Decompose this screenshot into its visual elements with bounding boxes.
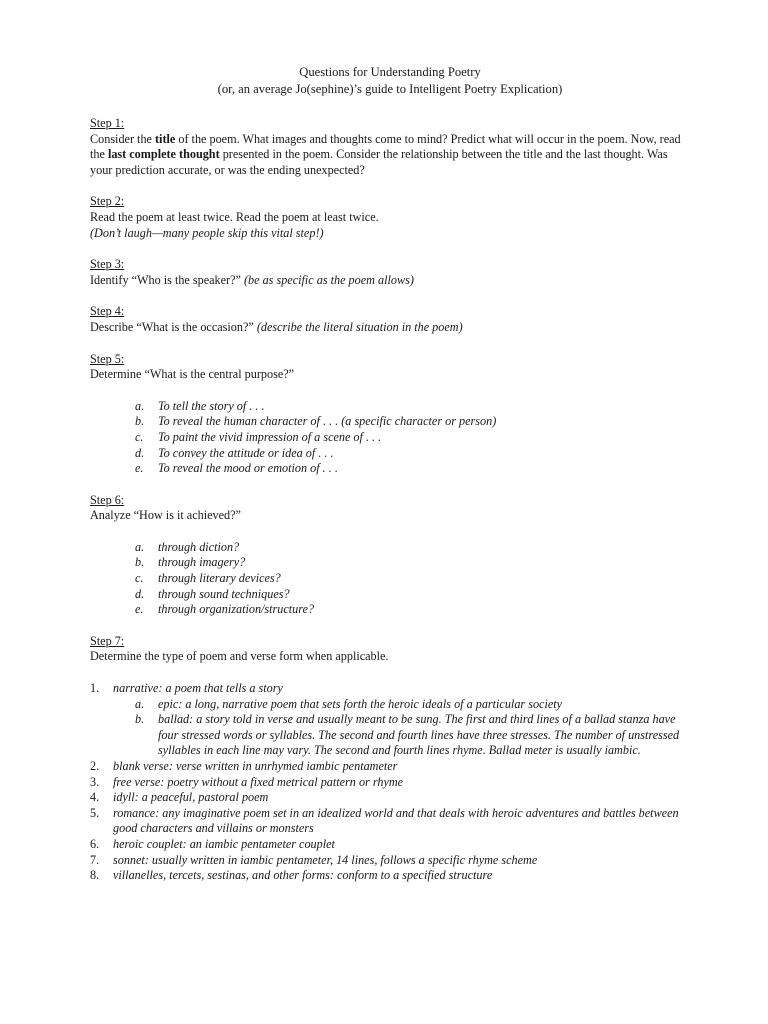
list-item	[90, 806, 690, 837]
list-item	[90, 837, 690, 853]
step-3-body	[90, 273, 690, 289]
step-4-body	[90, 320, 690, 336]
list-marker: 6.	[90, 836, 100, 851]
list-item-text: To convey the attitude or idea of . . .	[158, 445, 334, 460]
step-1-body	[90, 132, 690, 179]
step-3-heading: Step 3:	[90, 257, 125, 272]
step-6-text: Analyze “How is it achieved?”	[90, 508, 241, 523]
list-item-text: through sound techniques?	[158, 586, 290, 601]
step-1-bold-title: title	[155, 131, 176, 146]
achievement-list	[90, 540, 690, 618]
list-item-text: To tell the story of . . .	[158, 398, 265, 413]
list-marker: a.	[135, 539, 145, 554]
list-item-text: narrative: a poem that tells a story	[113, 681, 283, 696]
document-page	[90, 64, 690, 884]
step-1-bold-last-thought: last complete thought	[107, 147, 220, 162]
step-4-heading: Step 4:	[90, 304, 125, 319]
step-5	[90, 352, 690, 477]
list-marker: d.	[135, 445, 145, 460]
step-1-text-b: of the poem. What images and thoughts come to mind? Predict what will occur in the poem. Now, read the	[90, 131, 681, 162]
document-title	[90, 64, 690, 98]
list-item	[90, 681, 690, 759]
list-marker: b.	[135, 555, 145, 570]
step-1	[90, 116, 690, 178]
list-marker: 3.	[90, 774, 100, 789]
step-1-text-c: presented in the poem. Consider the relationship between the title and the last thought. Was your prediction accurate, or was the ending unexpected?	[90, 147, 668, 177]
list-item	[90, 571, 690, 587]
sub-list-item	[90, 712, 690, 759]
list-marker: 5.	[90, 805, 100, 820]
list-marker: e.	[135, 461, 144, 476]
list-marker: 2.	[90, 759, 100, 773]
title-line-2: (or, an average Jo(sephine)’s guide to Intelligent Poetry Explication)	[217, 82, 563, 96]
sub-list-item	[90, 697, 690, 713]
list-item	[90, 759, 690, 775]
step-3-note: (be as specific as the poem allows)	[243, 272, 414, 287]
list-marker: b.	[135, 414, 145, 429]
step-5-heading: Step 5:	[90, 351, 125, 366]
list-item-text: To paint the vivid impression of a scene of . . .	[158, 429, 382, 444]
list-item-text: idyll: a peaceful, pastoral poem	[113, 790, 269, 805]
list-item	[90, 399, 690, 415]
list-item-text: sonnet: usually written in iambic pentameter, 14 lines, follows a specific rhyme scheme	[113, 852, 538, 867]
list-item-text: romance: any imaginative poem set in an idealized world and that deals with heroic adventures and battles between good characters and villains or monsters	[113, 805, 679, 836]
list-item	[90, 446, 690, 462]
list-item-text: To reveal the human character of . . . (a specific character or person)	[158, 414, 497, 429]
step-2	[90, 194, 690, 241]
poem-type-list	[90, 681, 690, 884]
list-item-text: heroic couplet: an iambic pentameter couplet	[113, 836, 335, 851]
step-7-heading: Step 7:	[90, 633, 125, 648]
step-6-heading: Step 6:	[90, 492, 125, 507]
list-item	[90, 853, 690, 869]
list-item-text: villanelles, tercets, sestinas, and other forms: conform to a specified structure	[113, 868, 493, 883]
list-item	[90, 868, 690, 884]
step-7-text: Determine the type of poem and verse form when applicable.	[90, 649, 389, 664]
step-4	[90, 304, 690, 335]
list-marker: b.	[135, 712, 145, 727]
list-marker: c.	[135, 429, 144, 444]
step-3-text: Identify “Who is the speaker?”	[90, 272, 244, 287]
list-marker: 8.	[90, 868, 100, 883]
step-3	[90, 257, 690, 288]
step-2-note: (Don’t laugh—many people skip this vital step!)	[90, 225, 324, 240]
step-4-note: (describe the literal situation in the poem)	[256, 319, 463, 334]
list-item	[90, 540, 690, 556]
list-item-text: ballad: a story told in verse and usually meant to be sung. The first and third lines of a ballad stanza have four stressed words or syllables. The second and fourth lines have three stresses. The number of unstressed syllables in each line may vary. The second and fourth lines rhyme. Ballad meter is usually iambic.	[158, 712, 680, 758]
list-marker: a.	[135, 696, 145, 711]
step-2-text: Read the poem at least twice. Read the poem at least twice.	[90, 209, 379, 224]
step-2-heading: Step 2:	[90, 194, 125, 209]
list-item-text: through organization/structure?	[158, 602, 315, 617]
list-marker: 7.	[90, 852, 100, 867]
list-item	[90, 587, 690, 603]
list-item-text: epic: a long, narrative poem that sets forth the heroic ideals of a particular society	[158, 696, 563, 711]
step-7	[90, 634, 690, 884]
step-6	[90, 493, 690, 618]
list-item	[90, 790, 690, 806]
list-marker: d.	[135, 586, 145, 601]
list-item	[90, 602, 690, 618]
list-item-text: through diction?	[158, 539, 240, 554]
list-item-text: blank verse: verse written in unrhymed iambic pentameter	[113, 759, 398, 773]
list-item	[90, 414, 690, 430]
list-item-text: To reveal the mood or emotion of . . .	[158, 461, 338, 476]
list-item	[90, 555, 690, 571]
step-5-text: Determine “What is the central purpose?”	[90, 367, 295, 382]
list-item	[90, 430, 690, 446]
list-marker: e.	[135, 602, 144, 617]
list-marker: 4.	[90, 790, 100, 805]
step-1-heading: Step 1:	[90, 116, 125, 130]
list-item	[90, 775, 690, 791]
list-marker: a.	[135, 398, 145, 413]
list-item	[90, 461, 690, 477]
list-item-text: free verse: poetry without a fixed metrical pattern or rhyme	[113, 774, 404, 789]
title-line-1: Questions for Understanding Poetry	[299, 65, 481, 79]
list-item-text: through literary devices?	[158, 571, 281, 586]
purpose-list	[90, 399, 690, 477]
list-marker: c.	[135, 571, 144, 586]
step-1-text-a: Consider the	[90, 131, 155, 146]
narrative-sub-list	[90, 697, 690, 759]
step-4-text: Describe “What is the occasion?”	[90, 319, 257, 334]
list-item-text: through imagery?	[158, 555, 246, 570]
list-marker: 1.	[90, 681, 100, 696]
